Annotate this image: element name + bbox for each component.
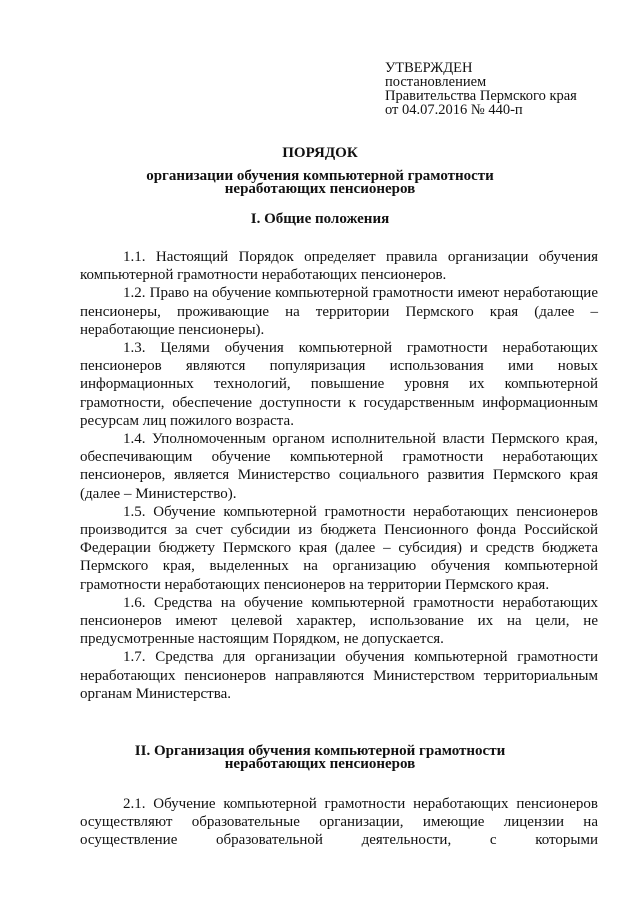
section2-heading-line1: II. Организация обучения компьютерной грамотности [134, 743, 506, 759]
document-subtitle-line1: организации обучения компьютерной грамотности [146, 168, 494, 184]
approval-authority: Правительства Пермского края [385, 88, 577, 104]
paragraph-1-4: 1.4. Уполномоченным органом исполнительной власти Пермского края, обеспечивающим обучение компьютерной грамотности неработающих пенсионеров, является Министерство социального развития Пермского края (далее – Министерство). [80, 431, 598, 502]
paragraph-1-7: 1.7. Средства для организации обучения компьютерной грамотности неработающих пенсионеров направляются Министерством территориальным органам Министерства. [80, 649, 598, 702]
paragraph-2-1: 2.1. Обучение компьютерной грамотности неработающих пенсионеров осуществляют образовательные организации, имеющие лицензии на осуществление образовательной деятельности, с которыми [80, 796, 598, 849]
paragraph-1-3: 1.3. Целями обучения компьютерной грамотности неработающих пенсионеров являются популяризация использования ими новых информационных технологий, повышение уровня их компьютерной грамотности, обеспечение доступности к государственным информационным ресурсам лиц пожилого возраста. [80, 340, 598, 429]
section2-body [80, 795, 598, 850]
section1-heading: I. Общие положения [250, 211, 390, 227]
paragraph-1-6: 1.6. Средства на обучение компьютерной грамотности неработающих пенсионеров имеют целевой характер, использование их на цели, не предусмотренные настоящим Порядком, не допускается. [80, 594, 598, 648]
section1-body [80, 248, 598, 703]
paragraph-1-5: 1.5. Обучение компьютерной грамотности неработающих пенсионеров производится за счет субсидии из бюджета Пенсионного фонда Российской Федерации бюджету Пермского края (далее – субсидия) и средств бюджета Пермского края, выделенных на организацию обучения компьютерной грамотности неработающих пенсионеров на территории Пермского края. [80, 503, 598, 593]
document-title: ПОРЯДОК [282, 145, 358, 161]
approval-date-number: от 04.07.2016 № 440-п [385, 102, 523, 118]
section2-heading-line2: неработающих пенсионеров [224, 756, 416, 772]
paragraph-1-1: 1.1. Настоящий Порядок определяет правила организации обучения компьютерной грамотности неработающих пенсионеров. [80, 249, 598, 284]
paragraph-1-2: 1.2. Право на обучение компьютерной грамотности имеют неработающие пенсионеры, проживающие на территории Пермского края (далее – неработающие пенсионеры). [80, 285, 598, 338]
document-subtitle-line2: неработающих пенсионеров [224, 181, 416, 197]
approval-status: УТВЕРЖДЕН [385, 60, 473, 76]
approval-stamp [385, 61, 577, 117]
approval-act-type: постановлением [385, 74, 487, 90]
